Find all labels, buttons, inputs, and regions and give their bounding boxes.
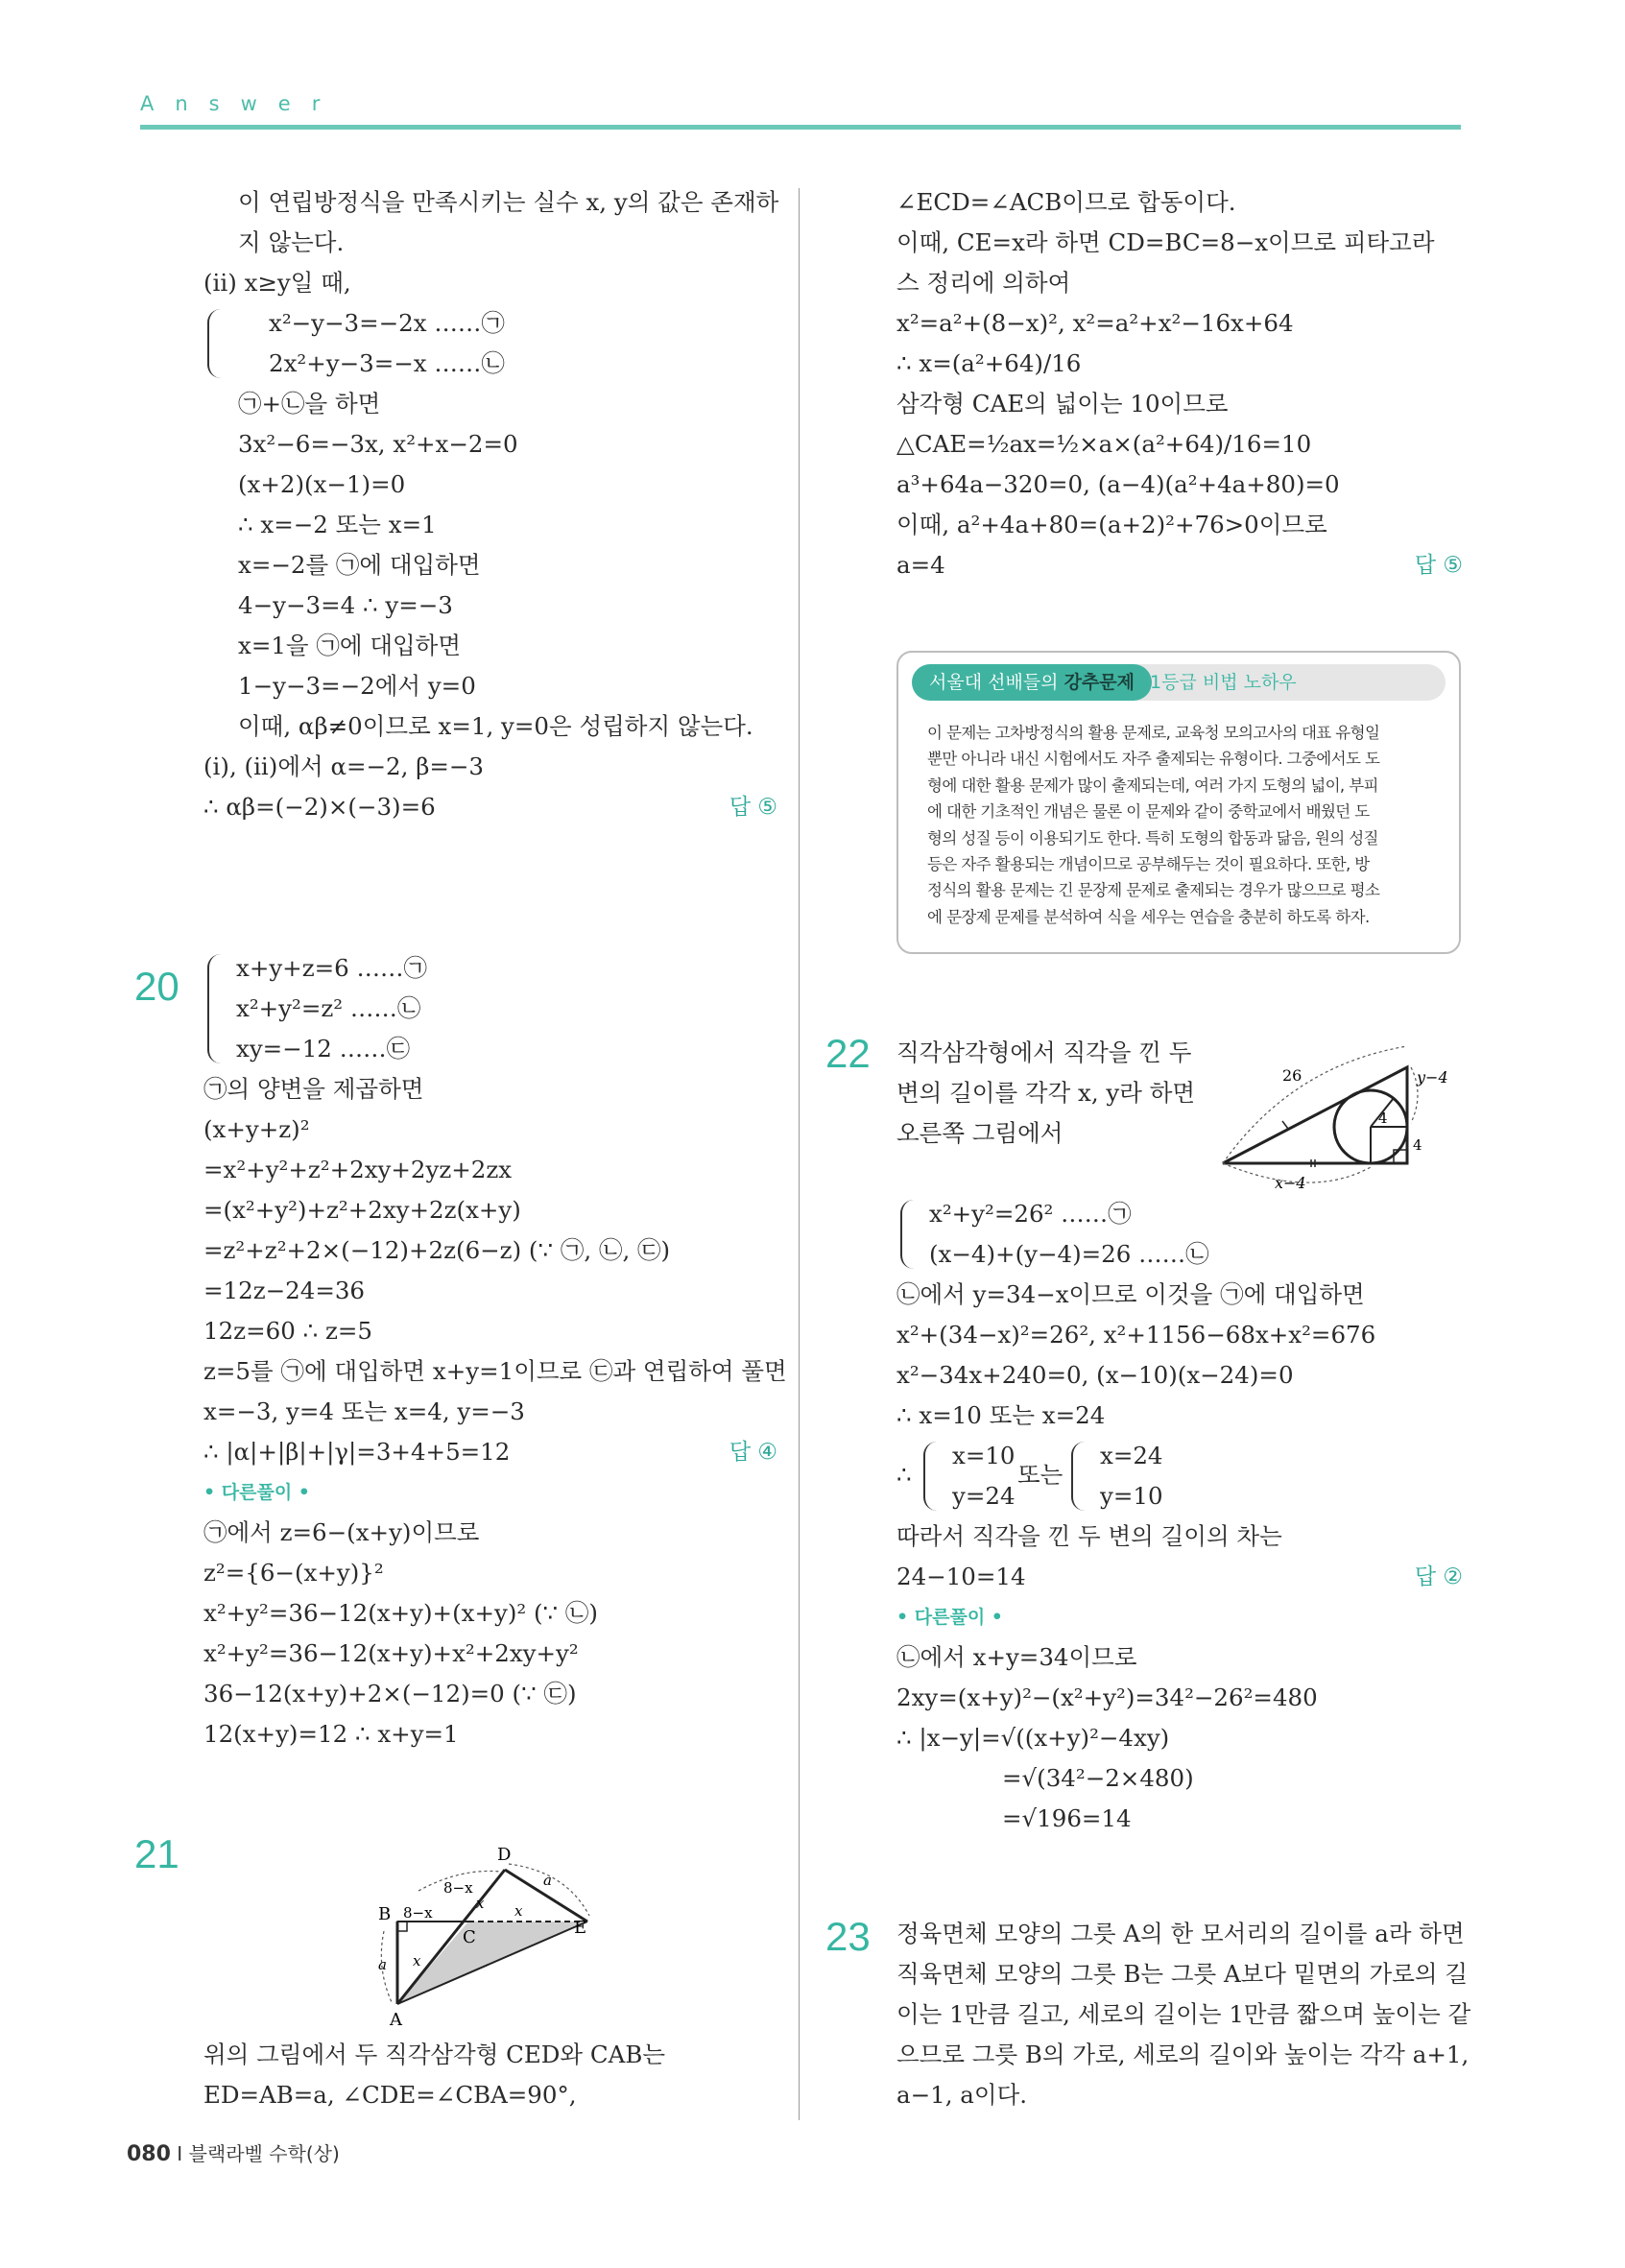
label-D: D bbox=[497, 1845, 512, 1865]
text-line: 오른쪽 그림에서 bbox=[896, 1119, 1063, 1147]
or-label: 또는 bbox=[1017, 1461, 1063, 1489]
text-line bbox=[203, 787, 777, 827]
brace bbox=[207, 954, 225, 1063]
text-line: z=5를 ㉠에 대입하면 x+y=1이므로 ㉢과 연립하여 풀면 bbox=[203, 1357, 787, 1385]
answer-badge: 답 ⑤ bbox=[1414, 553, 1463, 578]
text-line: 이 연립방정식을 만족시키는 실수 x, y의 값은 존재하 bbox=[238, 188, 779, 216]
tip-tag-bold: 강추문제 bbox=[1063, 672, 1135, 693]
text-line: 4−y−3=4 ∴ y=−3 bbox=[238, 591, 453, 619]
left-column bbox=[203, 182, 787, 1755]
tip-tag-prefix: 서울대 선배들의 bbox=[929, 672, 1064, 693]
label-A: A bbox=[390, 2010, 402, 2030]
text-line: 위의 그림에서 두 직각삼각형 CED와 CAB는 bbox=[203, 2041, 665, 2068]
equation: x+y+z=6 ……㉠ bbox=[236, 954, 428, 982]
page-footer bbox=[127, 2138, 340, 2166]
text-line: ∠ECD=∠ACB이므로 합동이다. bbox=[896, 188, 1236, 216]
text-line: 변의 길이를 각각 x, y라 하면 bbox=[896, 1079, 1196, 1107]
problem-number-22: 22 bbox=[825, 1031, 871, 1076]
text-line: ∴ |x−y|=√((x+y)²−4xy) bbox=[896, 1724, 1170, 1752]
answer-badge: 답 ⑤ bbox=[729, 795, 777, 820]
page-number: 080 bbox=[127, 2142, 171, 2166]
text-line: 정육면체 모양의 그릇 A의 한 모서리의 길이를 a라 하면 bbox=[896, 1920, 1465, 1947]
text-line: x²+(34−x)²=26², x²+1156−68x+x²=676 bbox=[896, 1321, 1376, 1349]
problem-number-21: 21 bbox=[134, 1831, 179, 1876]
answer-badge: 답 ② bbox=[1414, 1564, 1463, 1589]
problem-22-intro bbox=[896, 1033, 1213, 1154]
tip-box bbox=[896, 651, 1461, 954]
equation: x²+y²=26² ……㉠ bbox=[929, 1200, 1132, 1228]
text-line: ㉠에서 z=6−(x+y)이므로 bbox=[203, 1518, 480, 1546]
equation: xy=−12 ……㉢ bbox=[236, 1035, 411, 1062]
therefore-symbol: ∴ bbox=[896, 1461, 912, 1489]
text-line: ED=AB=a, ∠CDE=∠CBA=90°, bbox=[203, 2081, 577, 2109]
equation: 2x²+y−3=−x ……㉡ bbox=[269, 349, 505, 377]
problem-number-23: 23 bbox=[825, 1914, 871, 1959]
tip-line: 형에 대한 활용 문제가 많이 출제되는데, 여러 가지 도형의 넓이, 부피 bbox=[927, 776, 1378, 795]
text-line: 3x²−6=−3x, x²+x−2=0 bbox=[238, 430, 518, 458]
label-a: a bbox=[378, 1956, 387, 1973]
text-line: ㉡에서 y=34−x이므로 이것을 ㉠에 대입하면 bbox=[896, 1280, 1365, 1308]
text-line: z²={6−(x+y)}² bbox=[203, 1559, 384, 1587]
label-x: x bbox=[413, 1952, 421, 1970]
equation: x²−y−3=−2x ……㉠ bbox=[269, 309, 505, 337]
tip-line: 에 문장제 문제를 분석하여 식을 세우는 연습을 충분히 하도록 하자. bbox=[927, 907, 1370, 926]
text-line: x²−34x+240=0, (x−10)(x−24)=0 bbox=[896, 1361, 1294, 1389]
tip-tag bbox=[912, 664, 1152, 701]
tip-line: 등은 자주 활용되는 개념이므로 공부해두는 것이 필요하다. 또한, 방 bbox=[927, 855, 1370, 874]
text-line bbox=[896, 545, 1463, 585]
text-line: ∴ x=10 또는 x=24 bbox=[896, 1401, 1106, 1429]
header-rule bbox=[140, 125, 1461, 130]
text-line: 이때, a²+4a+80=(a+2)²+76>0이므로 bbox=[896, 511, 1327, 538]
equation: a=4 bbox=[896, 551, 945, 579]
tip-line: 이 문제는 고차방정식의 활용 문제로, 교육청 모의고사의 대표 유형일 bbox=[927, 724, 1380, 742]
brace bbox=[900, 1200, 918, 1269]
label-x: x bbox=[476, 1895, 485, 1912]
label-b8x: 8−x bbox=[403, 1904, 433, 1922]
book-title: 블랙라벨 수학(상) bbox=[188, 2142, 340, 2165]
label-ym4: y−4 bbox=[1417, 1068, 1448, 1086]
text-line: ㉠의 양변을 제곱하면 bbox=[203, 1075, 424, 1103]
text-line: =12z−24=36 bbox=[203, 1277, 366, 1304]
label-C: C bbox=[463, 1927, 476, 1947]
text-line: x=−3, y=4 또는 x=4, y=−3 bbox=[203, 1397, 525, 1425]
case-pair bbox=[896, 1436, 1463, 1516]
equation: ∴ αβ=(−2)×(−3)=6 bbox=[203, 793, 436, 821]
triangle-figure-21 bbox=[374, 1843, 605, 2035]
brace bbox=[1071, 1442, 1088, 1511]
text-line: 이는 1만큼 길고, 세로의 길이는 1만큼 짧으며 높이는 같 bbox=[896, 2000, 1471, 2028]
text-line: (i), (ii)에서 α=−2, β=−3 bbox=[203, 752, 485, 780]
equation: y=10 bbox=[1100, 1482, 1163, 1510]
label-4: 4 bbox=[1413, 1136, 1422, 1154]
alt-solution-label: • 다른풀이 • bbox=[896, 1607, 1003, 1628]
text-line: ㉡에서 x+y=34이므로 bbox=[896, 1643, 1137, 1671]
text-line: ㉠+㉡을 하면 bbox=[238, 390, 381, 418]
tip-line: 형의 성질 등이 이용되기도 한다. 특히 도형의 합동과 닮음, 원의 성질 bbox=[927, 828, 1378, 848]
text-line: ∴ x=(a²+64)/16 bbox=[896, 349, 1082, 377]
text-line: (ii) x≥y일 때, bbox=[203, 269, 351, 297]
case-a bbox=[920, 1436, 1016, 1516]
text-line: 이때, CE=x라 하면 CD=BC=8−x이므로 피타고라 bbox=[896, 228, 1435, 256]
label-a: a bbox=[543, 1872, 552, 1889]
equation: x=10 bbox=[952, 1442, 1016, 1469]
tip-line: 뿐만 아니라 내신 시험에서도 자주 출제되는 유형이다. 그중에서도 도 bbox=[927, 750, 1380, 769]
text-line: 스 정리에 의하여 bbox=[896, 269, 1071, 297]
right-column bbox=[896, 182, 1463, 585]
equation-system bbox=[203, 948, 777, 1069]
equation-system bbox=[896, 1194, 1463, 1275]
text-line: ∴ x=−2 또는 x=1 bbox=[238, 511, 437, 538]
text-line bbox=[896, 1557, 1463, 1597]
label-hyp: 26 bbox=[1282, 1066, 1302, 1085]
text-line: x=1을 ㉠에 대입하면 bbox=[238, 632, 462, 659]
label-E: E bbox=[574, 1918, 587, 1938]
problem-number-20: 20 bbox=[134, 964, 179, 1009]
label-4: 4 bbox=[1378, 1110, 1388, 1127]
text-line: 삼각형 CAE의 넓이는 10이므로 bbox=[896, 390, 1229, 418]
text-line: x²+y²=36−12(x+y)+(x+y)² (∵ ㉡) bbox=[203, 1599, 598, 1627]
case-b bbox=[1067, 1436, 1163, 1516]
text-line: △CAE=½ax=½×a×(a²+64)/16=10 bbox=[896, 430, 1312, 458]
text-line: x²=a²+(8−x)², x²=a²+x²−16x+64 bbox=[896, 309, 1294, 337]
text-line: 으므로 그릇 B의 가로, 세로의 길이와 높이는 각각 a+1, bbox=[896, 2041, 1470, 2068]
text-line: =z²+z²+2×(−12)+2z(6−z) (∵ ㉠, ㉡, ㉢) bbox=[203, 1236, 671, 1264]
text-line: a−1, a이다. bbox=[896, 2081, 1028, 2109]
text-line: 직육면체 모양의 그릇 B는 그릇 A보다 밑면의 가로의 길 bbox=[896, 1960, 1469, 1988]
equation: 24−10=14 bbox=[896, 1563, 1026, 1590]
equation: y=24 bbox=[952, 1482, 1016, 1510]
tip-subtitle: 1등급 비법 노하우 bbox=[1150, 672, 1297, 693]
text-line: 12z=60 ∴ z=5 bbox=[203, 1317, 372, 1345]
text-line: x²+y²=36−12(x+y)+x²+2xy+y² bbox=[203, 1639, 579, 1667]
text-line: 지 않는다. bbox=[238, 228, 345, 256]
tip-line: 에 대한 기초적인 개념은 물론 이 문제와 같이 중학교에서 배웠던 도 bbox=[927, 802, 1370, 822]
answer-badge: 답 ④ bbox=[729, 1440, 777, 1465]
text-line: =√(34²−2×480) bbox=[1002, 1764, 1194, 1792]
text-line: 따라서 직각을 낀 두 변의 길이의 차는 bbox=[896, 1522, 1282, 1550]
label-xm4: x−4 bbox=[1275, 1174, 1306, 1190]
equation: ∴ |α|+|β|+|γ|=3+4+5=12 bbox=[203, 1438, 511, 1466]
text-line: (x+y+z)² bbox=[203, 1115, 310, 1143]
equation: x²+y²=z² ……㉡ bbox=[236, 994, 421, 1022]
problem-22-solution bbox=[896, 1194, 1463, 1839]
label-B: B bbox=[378, 1904, 392, 1924]
header-label: Answer bbox=[140, 92, 342, 115]
alt-solution-label: • 다른풀이 • bbox=[203, 1482, 310, 1503]
text-line: (x+2)(x−1)=0 bbox=[238, 470, 406, 498]
tip-body bbox=[927, 720, 1434, 930]
label-d8x: 8−x bbox=[443, 1879, 473, 1897]
problem-23-text bbox=[896, 1914, 1471, 2115]
text-line: =x²+y²+z²+2xy+2yz+2zx bbox=[203, 1156, 513, 1183]
tip-header bbox=[912, 664, 1446, 701]
label-x: x bbox=[514, 1902, 523, 1920]
footer-separator: I bbox=[177, 2142, 183, 2165]
text-line: a³+64a−320=0, (a−4)(a²+4a+80)=0 bbox=[896, 470, 1340, 498]
equation: (x−4)+(y−4)=26 ……㉡ bbox=[929, 1240, 1209, 1268]
text-line: =(x²+y²)+z²+2xy+2z(x+y) bbox=[203, 1196, 521, 1224]
brace bbox=[923, 1442, 941, 1511]
text-line: 이때, αβ≠0이므로 x=1, y=0은 성립하지 않는다. bbox=[238, 712, 753, 740]
text-line: 12(x+y)=12 ∴ x+y=1 bbox=[203, 1720, 459, 1748]
equation-system bbox=[203, 303, 777, 384]
text-line: x=−2를 ㉠에 대입하면 bbox=[238, 551, 481, 579]
text-line: 2xy=(x+y)²−(x²+y²)=34²−26²=480 bbox=[896, 1683, 1318, 1711]
tip-line: 정식의 활용 문제는 긴 문장제 문제로 출제되는 경우가 많으므로 평소 bbox=[927, 881, 1380, 900]
text-line: 1−y−3=−2에서 y=0 bbox=[238, 672, 476, 700]
text-line: 36−12(x+y)+2×(−12)=0 (∵ ㉢) bbox=[203, 1680, 577, 1707]
right-triangle-figure-22 bbox=[1215, 1027, 1461, 1190]
text-line: 직각삼각형에서 직각을 낀 두 bbox=[896, 1039, 1192, 1066]
text-line: =√196=14 bbox=[1002, 1804, 1132, 1832]
brace bbox=[207, 309, 225, 378]
equation: x=24 bbox=[1100, 1442, 1163, 1469]
problem-21-text bbox=[203, 2035, 777, 2115]
text-line bbox=[203, 1432, 777, 1472]
column-divider bbox=[799, 188, 800, 2120]
